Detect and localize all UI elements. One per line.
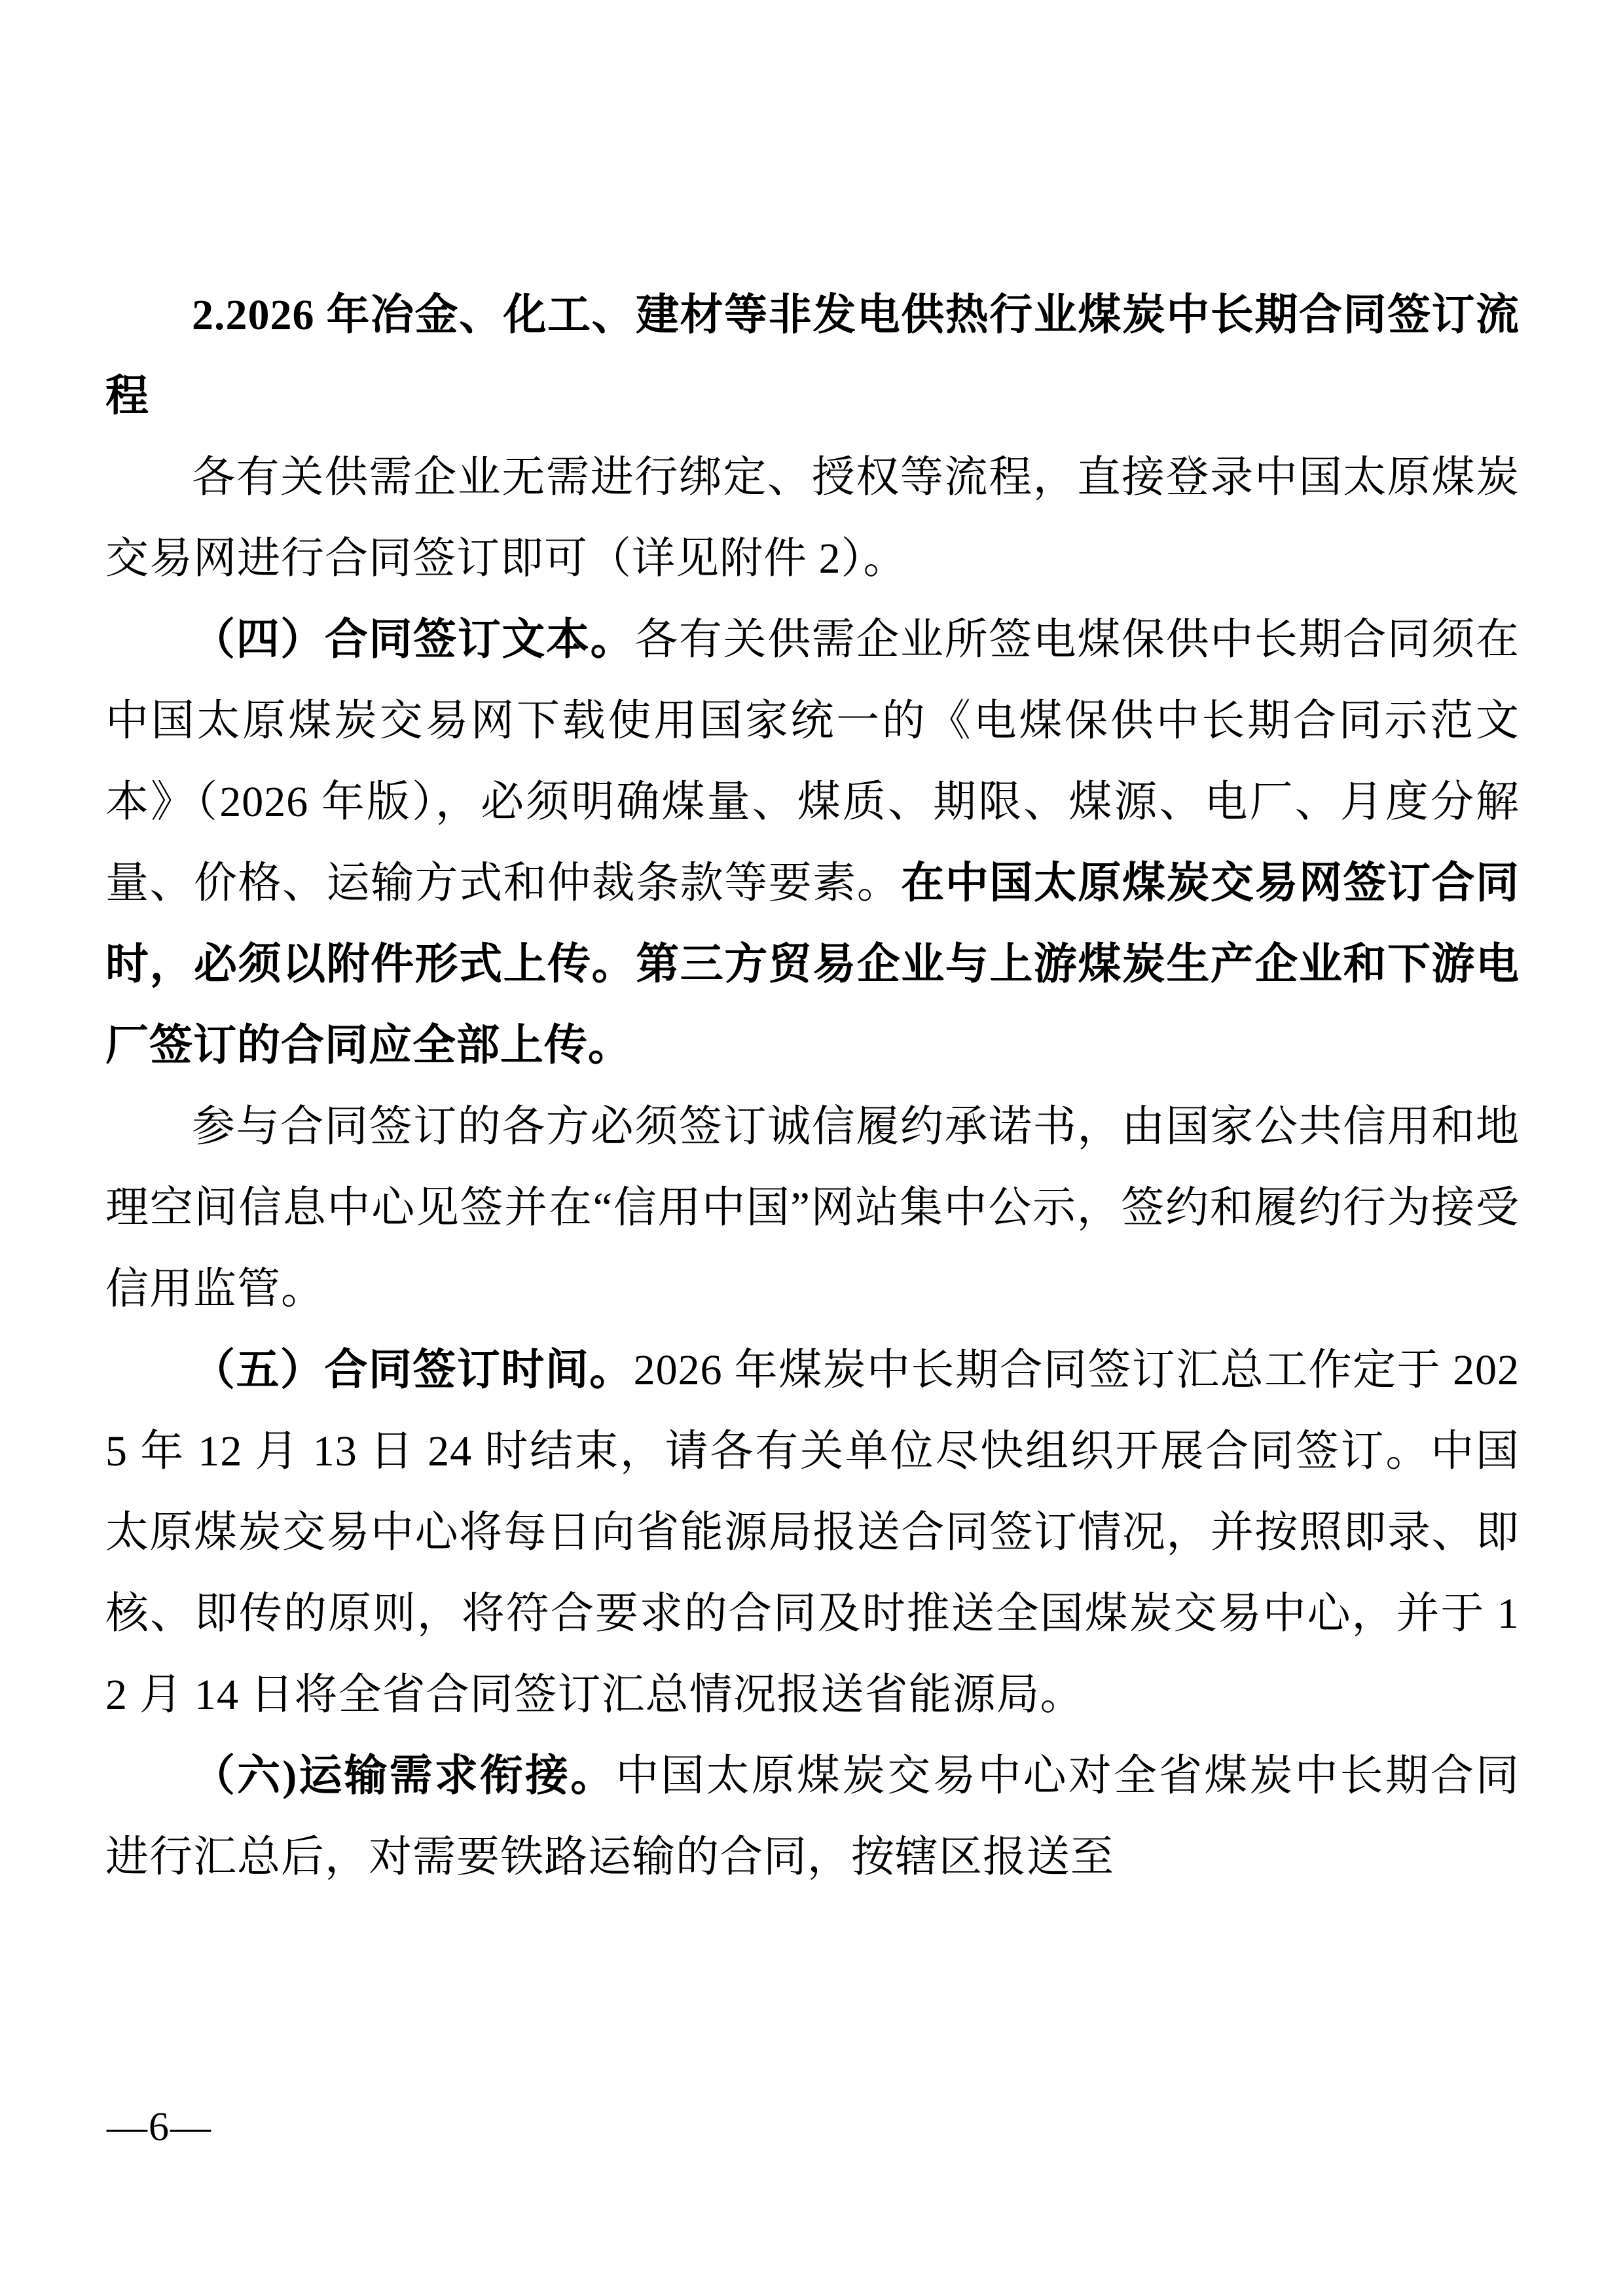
page-number: —6— xyxy=(107,2105,212,2149)
contract-text-body: 各有关供需企业所签电煤保供中长期合同须在中国太原煤炭交易网下载使用国家统一的《电煤保供中长期合同示范文本》（2026 年版），必须明确煤量、煤质、期限、煤源、电厂、月度分解量、价格、运输方式和仲裁条款等要素。 xyxy=(105,616,1520,907)
paragraph-credit-pledge xyxy=(105,1086,1520,1330)
transport-link-lead: （六)运输需求衔接。 xyxy=(192,1752,616,1800)
paragraph-sign-time xyxy=(105,1330,1520,1736)
paragraph-login-flow-text: 各有关供需企业无需进行绑定、授权等流程，直接登录中国太原煤炭交易网进行合同签订即可（详见附件 2）。 xyxy=(105,454,1520,583)
section-heading: 2.2026 年冶金、化工、建材等非发电供热行业煤炭中长期合同签订流程 xyxy=(105,291,1520,420)
paragraph-transport-link xyxy=(105,1736,1520,1898)
contract-text-lead: （四）合同签订文本。 xyxy=(192,616,635,664)
contract-text-emphasis: 在中国太原煤炭交易网签订合同时，必须以附件形式上传。第三方贸易企业与上游煤炭生产企业和下游电厂签订的合同应全部上传。 xyxy=(105,859,1520,1069)
document-body xyxy=(105,275,1520,1898)
transport-link-body: 中国太原煤炭交易中心对全省煤炭中长期合同进行汇总后，对需要铁路运输的合同，按辖区报送至 xyxy=(105,1752,1520,1881)
paragraph-login-flow xyxy=(105,437,1520,600)
sign-time-lead: （五）合同签订时间。 xyxy=(192,1346,634,1394)
paragraph-credit-pledge-text: 参与合同签订的各方必须签订诚信履约承诺书，由国家公共信用和地理空间信息中心见签并在“信用中国”网站集中公示，签约和履约行为接受信用监管。 xyxy=(105,1103,1520,1313)
paragraph-contract-text xyxy=(105,600,1520,1086)
sign-time-body: 2026 年煤炭中长期合同签订汇总工作定于 2025 年 12 月 13 日 24 时结束，请各有关单位尽快组织开展合同签订。中国太原煤炭交易中心将每日向省能源局报送合同签订情况，并按照即录、即核、即传的原则，将符合要求的合同及时推送全国煤炭交易中心，并于 12 月 14 日将全省合同签订汇总情况报送省能源局。 xyxy=(105,1346,1520,1719)
